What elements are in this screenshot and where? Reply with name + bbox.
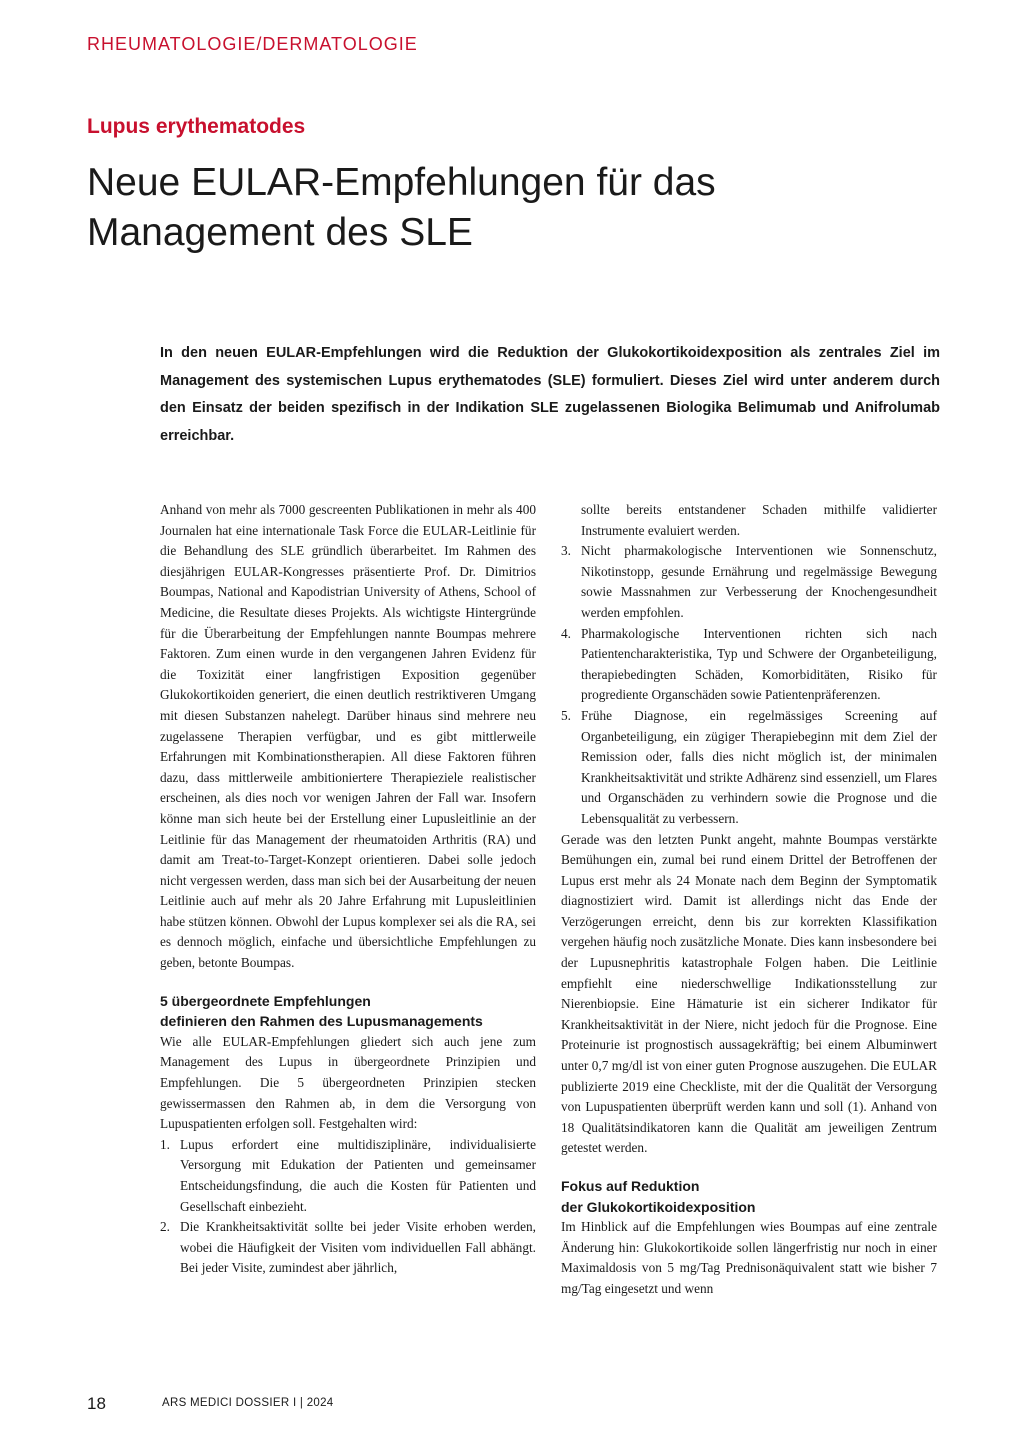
list-text: Lupus erfordert eine multidisziplinäre, individualisierte Versorgung mit Edukation der Patienten und gemeinsamer Entscheidungsfindung, die auch die Kosten für Patienten und Gesellschaft einbezieht.	[180, 1136, 536, 1214]
article-lead: In den neuen EULAR-Empfehlungen wird die Reduktion der Glukokortikoidexposition als zentrales Ziel im Management des systemischen Lupus erythematodes (SLE) formuliert. Dieses Ziel wird unter anderem durch den Einsatz der beiden spezifisch in der Indikation SLE zugelassenen Biologika Belimumab und Anifrolumab erreichbar.	[160, 345, 940, 444]
list-item	[160, 1135, 536, 1217]
list-item	[561, 624, 937, 706]
article-title: Neue EULAR-Empfehlungen für das Management des SLE	[87, 161, 716, 254]
body-paragraph: Gerade was den letzten Punkt angeht, mahnte Boumpas verstärkte Bemühungen ein, zumal bei rund einem Drittel der Betroffenen der Lupus erst mehr als 24 Monate nach dem Beginn der Symptomatik diagnostiziert wird. Damit ist allerdings nicht das Ende der Verzögerungen erreicht, denn bis zur korrekten Klassifikation vergehen häufig noch zusätzliche Monate. Dies kann insbesondere bei der Lupusnephritis katastrophale Folgen haben. Die Leitlinie empfiehlt eine niederschwellige Indikationsstellung zur Nierenbiopsie. Eine Hämaturie ist ein sicherer Indikator für Krankheitsaktivität in der Niere, nicht jedoch für die Prognose. Eine Proteinurie ist prognostisch aussagekräftig; bei einem Albuminwert unter 0,7 mg/dl ist von einer guten Prognose auszugehen. Die EULAR publizierte 2019 eine Checkliste, mit der die Qualität der Versorgung von Lupuspatienten überprüft werden kann und soll (1). Anhand von 18 Qualitätsindikatoren kann die Qualität am jeweiligen Zentrum getestet werden.	[561, 831, 937, 1156]
heading-line: definieren den Rahmen des Lupusmanagements	[160, 1013, 483, 1030]
heading-line: 5 übergeordnete Empfehlungen	[160, 992, 371, 1009]
body-paragraph: Wie alle EULAR-Empfehlungen gliedert sich auch jene zum Management des Lupus in übergeordnete Prinzipien und Empfehlungen. Die 5 übergeordneten Prinzipien stecken gewissermassen den Rahmen ab, in dem die Versorgung von Lupuspatienten erfolgen soll. Festgehalten wird:	[160, 1033, 536, 1132]
list-number: 3.	[561, 543, 571, 559]
section-label: RHEUMATOLOGIE/DERMATOLOGIE	[87, 34, 418, 54]
list-continuation: sollte bereits entstandener Schaden mithilfe validierter Instrumente evaluiert werden.	[581, 502, 937, 538]
list-number: 5.	[561, 707, 571, 723]
list-text: Frühe Diagnose, ein regelmässiges Screening auf Organbeteiligung, ein zügiger Therapiebeginn mit dem Ziel der Remission oder, falls dies nicht möglich ist, der minimalen Krankheitsaktivität und strikte Adhärenz sind essenziell, um Flares und Organschäden zu verhindern sowie die Prognose und die Lebensqualität zu verbessern.	[581, 707, 937, 826]
list-item	[561, 706, 937, 830]
principles-list	[160, 1135, 536, 1279]
body-paragraph: Im Hinblick auf die Empfehlungen wies Boumpas auf eine zentrale Änderung hin: Glukokortikoide sollen längerfristig nur noch in einer Maximaldosis von 5 mg/Tag Prednisonäquivalent statt wie bisher 7 mg/Tag eingesetzt und wenn	[561, 1219, 937, 1296]
page-footer	[87, 1394, 334, 1414]
list-number: 2.	[160, 1219, 170, 1235]
principles-list-continued	[561, 541, 937, 829]
list-item	[160, 1217, 536, 1279]
list-text: Pharmakologische Interventionen richten sich nach Patientencharakteristika, Typ und Schwere der Organbeteiligung, therapiebedingten Schäden, Komorbiditäten, Risiko für progrediente Organschäden sowie Patientenpräferenzen.	[581, 625, 937, 703]
list-number: 4.	[561, 625, 571, 641]
list-text: Nicht pharmakologische Interventionen wie Sonnenschutz, Nikotinstopp, gesunde Ernährung und regelmässige Bewegung sowie Massnahmen zur Verbesserung der Knochengesundheit werden empfohlen.	[581, 543, 937, 620]
list-number: 1.	[160, 1136, 170, 1152]
list-text: Die Krankheitsaktivität sollte bei jeder Visite erhoben werden, wobei die Häufigkeit der Visiten vom individuellen Fall abhängt. Bei jeder Visite, zumindest aber jährlich,	[180, 1219, 536, 1276]
right-column	[561, 500, 937, 1300]
page-number: 18	[87, 1394, 106, 1413]
intro-paragraph: Anhand von mehr als 7000 gescreenten Publikationen in mehr als 400 Journalen hat eine internationale Task Force die EULAR-Leitlinie für die Behandlung des SLE gründlich überarbeitet. Im Rahmen des diesjährigen EULAR-Kongresses präsentierte Prof. Dr. Dimitrios Boumpas, National and Kapodistrian University of Athens, School of Medicine, die Resultate dieses Projekts. Als wichtigste Hintergründe für die Überarbeitung der Empfehlungen nannte Boumpas mehrere Faktoren. Zum einen wurde in den vergangenen Jahren Evidenz für die Toxizität einer langfristigen Exposition gegenüber Glukokortikoiden generiert, die einen deutlich restriktiveren Umgang mit diesen Substanzen nahelegt. Darüber hinaus sind mehrere neu zugelassene Therapien verfügbar, und es gibt mittlerweile Erfahrungen mit Kombinationstherapien. All diese Faktoren führen dazu, dass mittlerweile ambitioniertere Therapieziele realistischer erscheinen, als dies noch vor wenigen Jahren der Fall war. Insofern könne man sich heute bei der Erstellung einer Lupusleitlinie an der Leitlinie für das Management der rheumatoiden Arthritis (RA) und damit am Treat-to-Target-Konzept orientieren. Dabei solle jedoch nicht vergessen werden, dass man sich bei der Ausarbeitung der neuen Leitlinie auch auf mehr als 20 Jahre Erfahrung mit Lupusleitlinien habe stützen können. Obwohl der Lupus komplexer sei als die RA, sei es dennoch möglich, einfache und übersichtliche Empfehlungen zu geben, betonte Boumpas.	[160, 502, 536, 971]
left-column	[160, 500, 536, 1279]
list-item	[561, 541, 937, 623]
article-topic: Lupus erythematodes	[87, 115, 306, 138]
journal-name: ARS MEDICI DOSSIER I | 2024	[162, 1397, 334, 1409]
heading-line: der Glukokortikoidexposition	[561, 1198, 756, 1215]
heading-line: Fokus auf Reduktion	[561, 1178, 700, 1194]
section-heading-glucocorticoids	[561, 1176, 937, 1217]
section-heading-principles	[160, 991, 536, 1032]
